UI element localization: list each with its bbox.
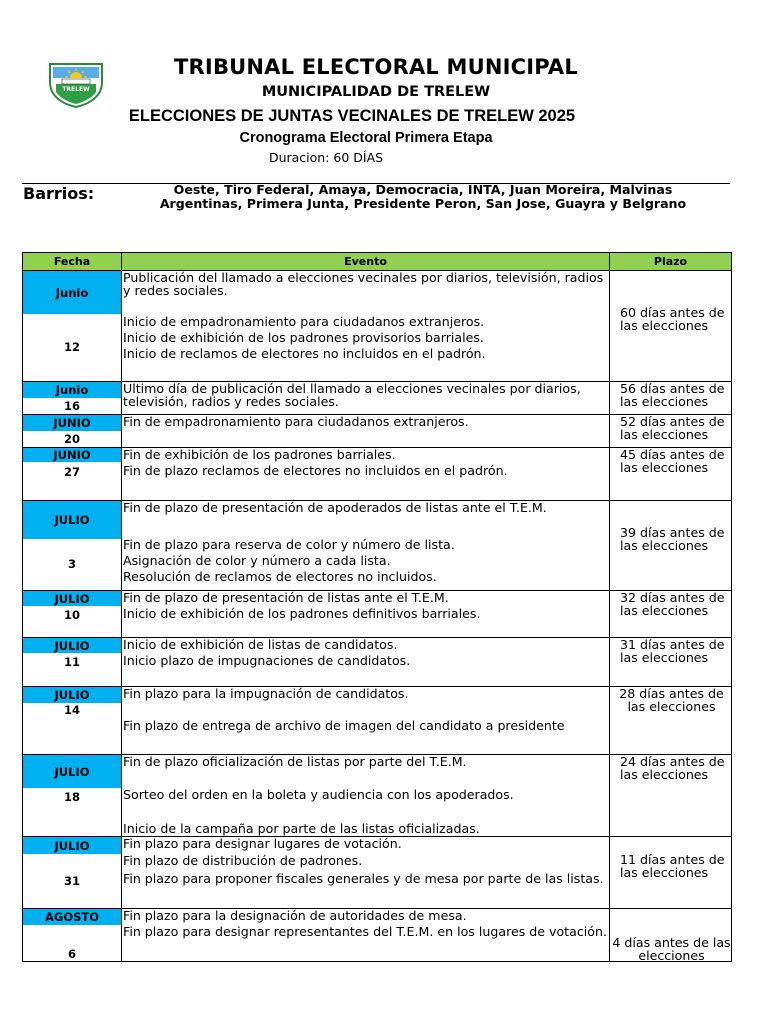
evento-cell xyxy=(122,755,610,837)
dia-label: 10 xyxy=(63,607,80,622)
table-row xyxy=(23,591,732,638)
plazo-text: 45 días antes de las elecciones xyxy=(620,447,725,475)
mes-label: JUNIO xyxy=(23,448,121,462)
plazo-cell xyxy=(610,687,732,755)
evento-text: Inicio de exhibición de los padrones provisorios barriales. xyxy=(123,330,484,345)
fecha-cell xyxy=(23,415,122,448)
fecha-cell xyxy=(23,382,122,415)
evento-text: Fin plazo para proponer fiscales generales y de mesa por parte de las listas. xyxy=(123,871,604,886)
plazo-cell xyxy=(610,837,732,909)
table-row xyxy=(23,909,732,962)
evento-cell xyxy=(122,415,610,448)
evento-text: Inicio de la campaña por parte de las listas oficializadas. xyxy=(123,821,480,836)
evento-text: Resolución de reclamos de electores no incluidos. xyxy=(123,569,437,584)
plazo-text: 39 días antes de las elecciones xyxy=(620,525,725,553)
table-row xyxy=(23,271,732,382)
table-header-row xyxy=(23,253,732,271)
evento-cell xyxy=(122,591,610,638)
table-row xyxy=(23,638,732,687)
table-row xyxy=(23,448,732,501)
fecha-cell xyxy=(23,271,122,382)
dia-label: 31 xyxy=(63,873,80,888)
mes-label: JULIO xyxy=(23,837,121,854)
dia-label: 11 xyxy=(63,654,80,669)
mes-label: JULIO xyxy=(23,755,121,788)
logo-text: TRELEW xyxy=(62,86,90,93)
plazo-cell xyxy=(610,448,732,501)
plazo-cell xyxy=(610,909,732,962)
dia-label: 14 xyxy=(63,703,80,717)
dia-label: 12 xyxy=(63,340,80,354)
evento-text: Inicio de exhibición de listas de candidatos. xyxy=(123,637,398,652)
plazo-text: 60 días antes de las elecciones xyxy=(620,305,725,333)
mes-label: JULIO xyxy=(23,687,121,703)
plazo-text: 32 días antes de las elecciones xyxy=(620,590,725,618)
evento-cell xyxy=(122,271,610,382)
fecha-cell xyxy=(23,448,122,501)
evento-text: Fin plazo para designar representantes del T.E.M. en los lugares de votación. xyxy=(123,924,607,939)
fecha-cell xyxy=(23,909,122,962)
evento-text: Sorteo del orden en la boleta y audiencia con los apoderados. xyxy=(123,787,514,802)
mes-label: Junio xyxy=(23,271,121,314)
evento-text: Fin de plazo de presentación de apoderados de listas ante el T.E.M. xyxy=(123,500,547,515)
table-row xyxy=(23,501,732,591)
fecha-cell xyxy=(23,755,122,837)
evento-cell xyxy=(122,909,610,962)
evento-text: Asignación de color y número a cada lista. xyxy=(123,553,391,568)
table-row xyxy=(23,755,732,837)
plazo-cell xyxy=(610,382,732,415)
page-subtitle: MUNICIPALIDAD DE TRELEW xyxy=(261,84,491,100)
table-row xyxy=(23,687,732,755)
barrios-line-2: Argentinas, Primera Junta, Presidente Peron, San Jose, Guayra y Belgrano xyxy=(159,196,687,211)
header-plazo: Plazo xyxy=(610,253,732,271)
fecha-cell xyxy=(23,591,122,638)
fecha-cell xyxy=(23,687,122,755)
plazo-cell xyxy=(610,638,732,687)
elections-title: ELECCIONES DE JUNTAS VECINALES DE TRELEW 2025 xyxy=(128,107,576,125)
table-row xyxy=(23,382,732,415)
evento-text: Fin plazo para la impugnación de candidatos. xyxy=(123,686,409,701)
dia-label: 16 xyxy=(63,398,80,413)
mes-label: JULIO xyxy=(23,638,121,653)
plazo-cell xyxy=(610,415,732,448)
mes-label: JULIO xyxy=(23,501,121,539)
evento-cell xyxy=(122,638,610,687)
evento-text: Fin de exhibición de los padrones barriales. xyxy=(123,447,396,462)
mes-label: Junio xyxy=(23,382,121,398)
evento-text: Fin de plazo oficialización de listas por parte del T.E.M. xyxy=(123,754,467,769)
dia-label: 27 xyxy=(63,465,80,479)
evento-text: Inicio de empadronamiento para ciudadanos extranjeros. xyxy=(123,314,485,329)
mes-label: JUNIO xyxy=(23,415,121,431)
schedule-title: Cronograma Electoral Primera Etapa xyxy=(239,130,493,146)
dia-label: 18 xyxy=(63,790,80,804)
schedule-table xyxy=(22,252,732,962)
evento-text: Fin plazo de distribución de padrones. xyxy=(123,853,363,868)
evento-text: Fin plazo para la designación de autoridades de mesa. xyxy=(123,908,467,923)
barrios-list xyxy=(118,183,728,211)
evento-text: Inicio plazo de impugnaciones de candidatos. xyxy=(123,653,411,668)
fecha-cell xyxy=(23,837,122,909)
plazo-text: 4 días antes de las elecciones xyxy=(612,935,731,962)
plazo-cell xyxy=(610,271,732,382)
dia-label: 3 xyxy=(67,557,76,571)
plazo-text: 28 días antes de las elecciones xyxy=(619,686,724,714)
plazo-cell xyxy=(610,591,732,638)
plazo-text: 31 días antes de las elecciones xyxy=(620,637,725,665)
evento-text: Fin de plazo reclamos de electores no incluidos en el padrón. xyxy=(123,463,508,478)
plazo-cell xyxy=(610,755,732,837)
header-evento: Evento xyxy=(122,253,610,271)
plazo-text: 52 días antes de las elecciones xyxy=(620,414,725,442)
fecha-cell xyxy=(23,501,122,591)
plazo-text: 56 días antes de las elecciones xyxy=(620,381,725,409)
dia-label: 20 xyxy=(63,431,80,446)
dia-label: 6 xyxy=(67,947,76,961)
evento-text: Inicio de exhibición de los padrones definitivos barriales. xyxy=(123,606,481,621)
evento-cell xyxy=(122,837,610,909)
evento-text: Fin plazo para designar lugares de votación. xyxy=(123,836,402,851)
page-title: TRIBUNAL ELECTORAL MUNICIPAL xyxy=(174,55,578,79)
evento-cell xyxy=(122,501,610,591)
barrios-label: Barrios: xyxy=(23,184,95,203)
fecha-cell xyxy=(23,638,122,687)
table-row xyxy=(23,415,732,448)
plazo-text: 11 días antes de las elecciones xyxy=(620,852,725,880)
evento-text: Fin de empadronamiento para ciudadanos extranjeros. xyxy=(123,414,469,429)
evento-cell xyxy=(122,448,610,501)
evento-text: Fin de plazo para reserva de color y número de lista. xyxy=(123,537,455,552)
evento-text: Fin plazo de entrega de archivo de imagen del candidato a presidente xyxy=(123,718,565,733)
evento-text: Publicación del llamado a elecciones vecinales por diarios, televisión, radios y redes sociales. xyxy=(123,270,604,298)
header-fecha: Fecha xyxy=(23,253,122,271)
mes-label: JULIO xyxy=(23,591,121,606)
evento-text: Ultimo día de publicación del llamado a elecciones vecinales por diarios, televisión, radios y redes sociales. xyxy=(123,381,581,409)
plazo-cell xyxy=(610,501,732,591)
barrios-line-1: Oeste, Tiro Federal, Amaya, Democracia, INTA, Juan Moreira, Malvinas xyxy=(173,182,673,197)
evento-cell xyxy=(122,687,610,755)
evento-text: Fin de plazo de presentación de listas ante el T.E.M. xyxy=(123,590,449,605)
mes-label: AGOSTO xyxy=(23,909,121,925)
duration-text: Duracion: 60 DÍAS xyxy=(268,150,384,165)
evento-text: Inicio de reclamos de electores no incluidos en el padrón. xyxy=(123,346,486,361)
plazo-text: 24 días antes de las elecciones xyxy=(620,754,725,782)
table-row xyxy=(23,837,732,909)
evento-cell xyxy=(122,382,610,415)
